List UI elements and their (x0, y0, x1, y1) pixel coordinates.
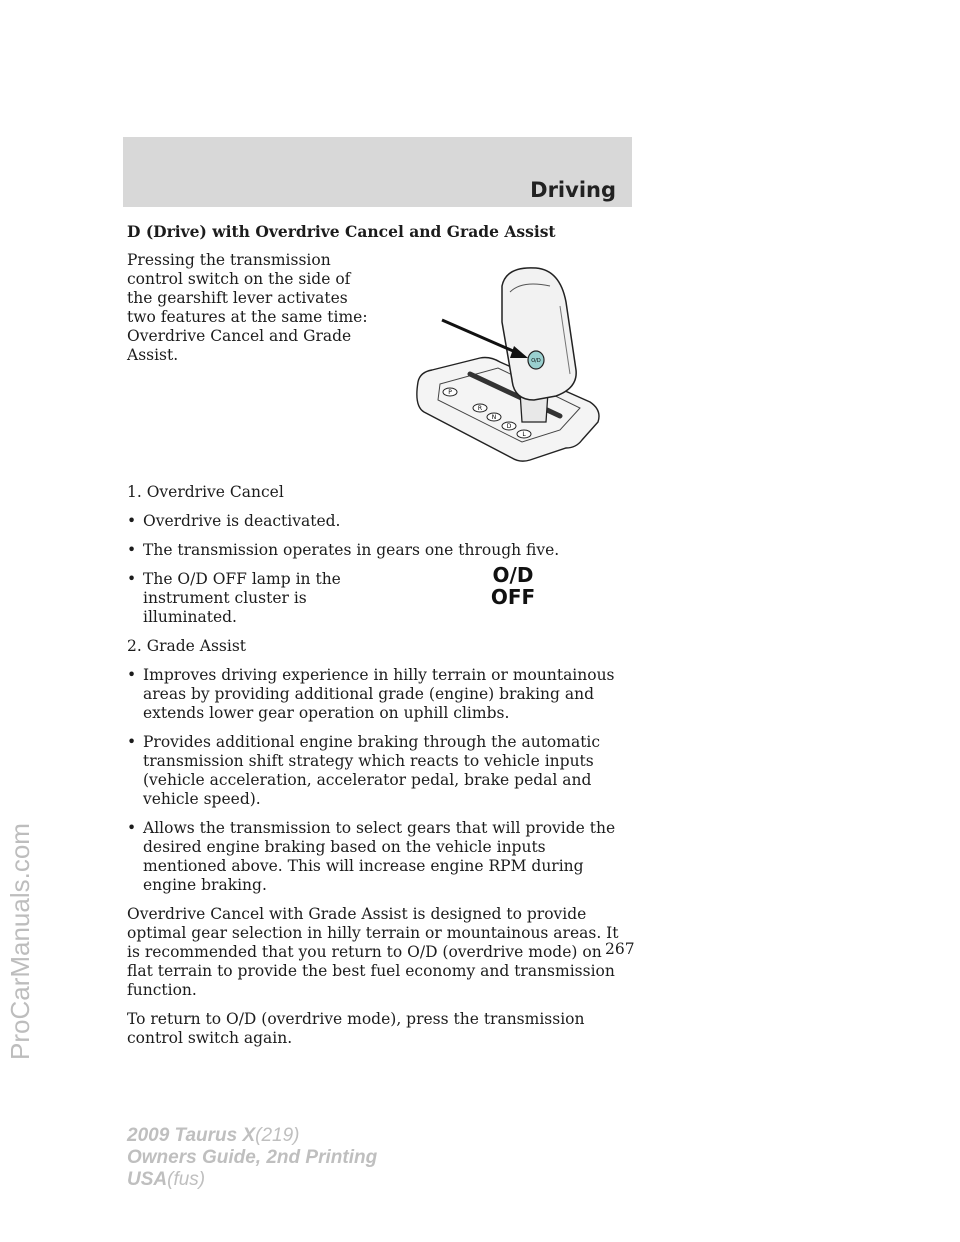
grade-assist-label: 2. Grade Assist (127, 637, 247, 655)
svg-text:R: R (477, 405, 483, 412)
body-paragraph: Overdrive Cancel with Grade Assist is designed to provide optimal gear selection in hilly terrain or mountainous areas. It is recommended that you return to O/D (overdrive mode) on flat terrain to provide the best fuel economy and transmission function. (127, 905, 619, 999)
list-item: • The transmission operates in gears one through five. (127, 541, 560, 559)
svg-text:O/D: O/D (531, 358, 541, 364)
svg-text:L: L (522, 431, 526, 438)
watermark: ProCarManuals.com (5, 823, 35, 1060)
od-off-lamp-icon: O/D OFF (490, 563, 536, 609)
svg-text:N: N (491, 414, 497, 421)
section-header-band (123, 137, 632, 207)
footer: 2009 Taurus X(219) Owners Guide, 2nd Printing USA(fus) (127, 1125, 378, 1190)
section-heading: D (Drive) with Overdrive Cancel and Grade Assist (127, 222, 556, 241)
list-item: • Provides additional engine braking through the automatic transmission shift strategy which reacts to vehicle inputs (vehicle acceleration, accelerator pedal, brake pedal and vehicle speed). (127, 733, 601, 808)
gear-lever-handle (502, 268, 576, 400)
list-item: • Improves driving experience in hilly terrain or mountainous areas by providing additional grade (engine) braking and extends lower gear operation on uphill climbs. (127, 666, 615, 722)
list-item: • The O/D OFF lamp in the instrument cluster is illuminated. (127, 570, 341, 626)
svg-text:D: D (506, 423, 512, 430)
list-item: • Overdrive is deactivated. (127, 512, 341, 530)
svg-text:P: P (448, 389, 452, 396)
gearshift-illustration (410, 262, 606, 472)
section-title: Driving (530, 178, 616, 202)
overdrive-cancel-label: 1. Overdrive Cancel (127, 483, 284, 501)
page-number: 267 (605, 940, 635, 958)
body-paragraph: To return to O/D (overdrive mode), press the transmission control switch again. (127, 1010, 585, 1047)
intro-paragraph: Pressing the transmission control switch on the side of the gearshift lever activates two features at the same time: Overdrive Cancel and Grade Assist. (127, 251, 368, 364)
list-item: • Allows the transmission to select gears that will provide the desired engine braking based on the vehicle inputs mentioned above. This will increase engine RPM during engine braking. (127, 819, 616, 894)
